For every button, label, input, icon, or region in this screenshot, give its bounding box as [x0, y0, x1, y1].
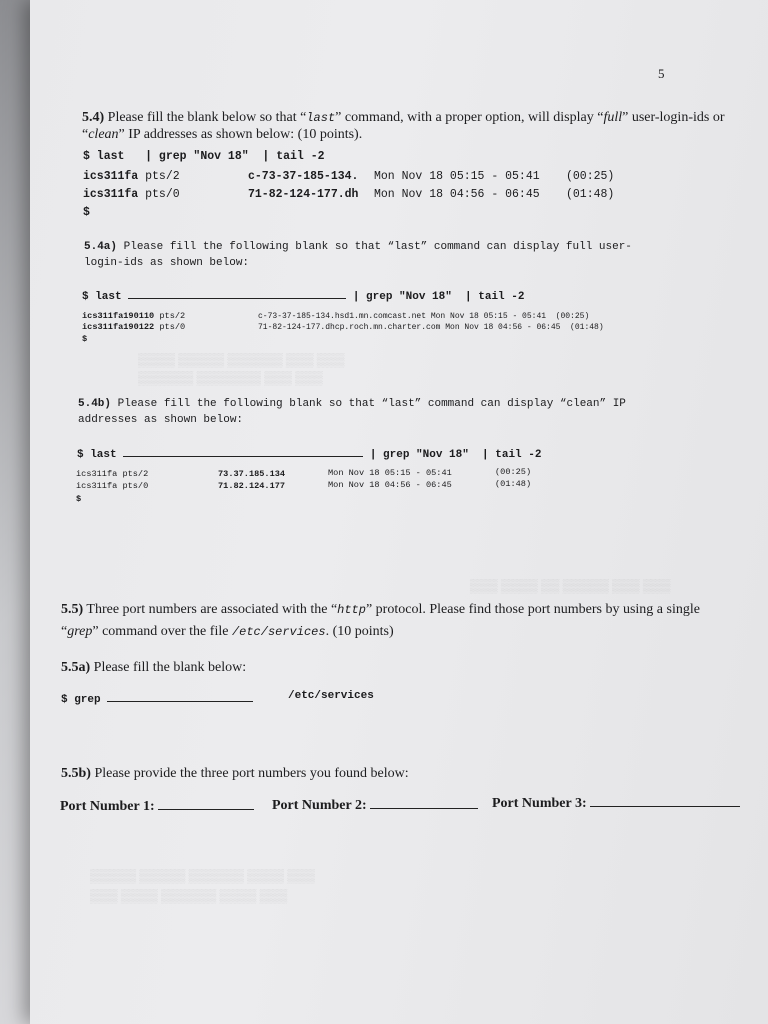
q54-row-duration: (00:25) — [566, 170, 615, 183]
bleed-through-text: ▒▒▒ ▒▒▒▒ ▒▒▒▒▒▒ ▒▒▒▒ ▒▒▒ — [90, 888, 288, 903]
bleed-through-text: ▒▒▒▒▒ ▒▒▒▒▒ ▒▒▒▒▒▒ ▒▒▒▒ ▒▒▒ — [90, 868, 315, 883]
q55b-line: 5.5b) Please provide the three port numbers you found below: — [61, 766, 409, 781]
q54-prompt: $ — [83, 206, 90, 219]
q54-line-1: 5.4) Please fill the blank below so that “last” command, with a proper option, will display “full” user-login-ids or — [82, 110, 725, 125]
q54b-row-time: Mon Nov 18 04:56 - 06:45 — [328, 480, 452, 490]
bleed-through-text: ▒▒▒▒ ▒▒▒▒▒ ▒▒▒▒▒▒ ▒▒▒ ▒▒▒ — [138, 352, 345, 367]
port-number-2-blank[interactable] — [370, 808, 478, 809]
page-number: 5 — [658, 66, 665, 81]
q54-line-2: “clean” IP addresses as shown below: (10 points). — [82, 127, 363, 142]
q55b-label: 5.5b) — [61, 766, 91, 781]
q54a-row-rest: c-73-37-185-134.hsd1.mn.comcast.net Mon Nov 18 05:15 - 05:41 (00:25) — [258, 312, 590, 321]
q54a-prompt: $ — [82, 334, 88, 344]
q54a-command: $ last | grep "Nov 18" | tail -2 — [82, 291, 525, 303]
q54b-line-2: addresses as shown below: — [78, 414, 244, 426]
q55-label: 5.5) — [61, 602, 84, 617]
bleed-through-text: ▒▒▒ ▒▒▒▒ ▒▒ ▒▒▒▒▒ ▒▒▒ ▒▒▒ — [470, 578, 671, 593]
port-number-1: Port Number 1: — [60, 799, 254, 815]
q54a-answer-blank[interactable] — [128, 298, 346, 299]
q55-line-1: 5.5) Three port numbers are associated with the “http” protocol. Please find those port numbers by using a single — [61, 602, 700, 617]
q55a-line: 5.5a) Please fill the blank below: — [61, 660, 247, 675]
q54-label: 5.4) — [82, 110, 105, 125]
document-page — [30, 0, 768, 1024]
q54-row-time: Mon Nov 18 05:15 - 05:41 — [374, 170, 540, 183]
q54a-row-user: ics311fa190110 pts/2 — [82, 311, 186, 321]
q54a-line-1: 5.4a) Please fill the following blank so that “last” command can display full user- — [84, 241, 632, 253]
q54b-row-duration: (00:25) — [495, 467, 532, 477]
q54-row-time: Mon Nov 18 04:56 - 06:45 — [374, 188, 540, 201]
port-number-3-blank[interactable] — [590, 806, 740, 807]
q54-command: $ last | grep "Nov 18" | tail -2 — [83, 150, 325, 163]
port-number-2: Port Number 2: — [272, 798, 478, 814]
q54a-row-user: ics311fa190122 pts/0 — [82, 322, 186, 332]
q54-row-host: 71-82-124-177.dh — [248, 188, 359, 201]
q55a-command: $ grep — [61, 694, 253, 706]
q54-row-host: c-73-37-185-134. — [248, 170, 359, 183]
q54a-line-2: login-ids as shown below: — [84, 257, 250, 269]
q54b-answer-blank[interactable] — [123, 456, 363, 457]
q55-line-2: “grep” command over the file /etc/services. (10 points) — [61, 624, 394, 639]
q54-row-user: ics311fa pts/0 — [83, 188, 180, 201]
q55a-label: 5.5a) — [61, 660, 91, 675]
q54-row-user: ics311fa pts/2 — [83, 170, 180, 183]
bleed-through-text: ▒▒▒▒▒▒ ▒▒▒▒▒▒▒ ▒▒▒ ▒▒▒ — [138, 370, 323, 385]
q54b-row-ip: 73.37.185.134 — [218, 469, 286, 479]
q54-row-duration: (01:48) — [566, 188, 615, 201]
port-number-3: Port Number 3: — [492, 796, 740, 812]
q54a-row-rest: 71-82-124-177.dhcp.roch.mn.charter.com Mon Nov 18 04:56 - 06:45 (01:48) — [258, 323, 604, 332]
q54b-prompt: $ — [76, 494, 82, 504]
q55a-answer-blank[interactable] — [107, 701, 253, 702]
q54b-row-user: ics311fa pts/2 — [76, 469, 149, 479]
port-number-1-blank[interactable] — [158, 809, 254, 810]
q54b-row-duration: (01:48) — [495, 479, 532, 489]
q54b-row-ip: 71.82.124.177 — [218, 481, 286, 491]
q54b-command: $ last | grep "Nov 18" | tail -2 — [77, 449, 542, 461]
q54a-label: 5.4a) — [84, 241, 118, 253]
q54b-label: 5.4b) — [78, 398, 112, 410]
q54b-line-1: 5.4b) Please fill the following blank so that “last” command can display “clean” IP — [78, 398, 626, 410]
q55a-file: /etc/services — [288, 690, 374, 702]
q54b-row-user: ics311fa pts/0 — [76, 481, 149, 491]
q54b-row-time: Mon Nov 18 05:15 - 05:41 — [328, 468, 452, 478]
